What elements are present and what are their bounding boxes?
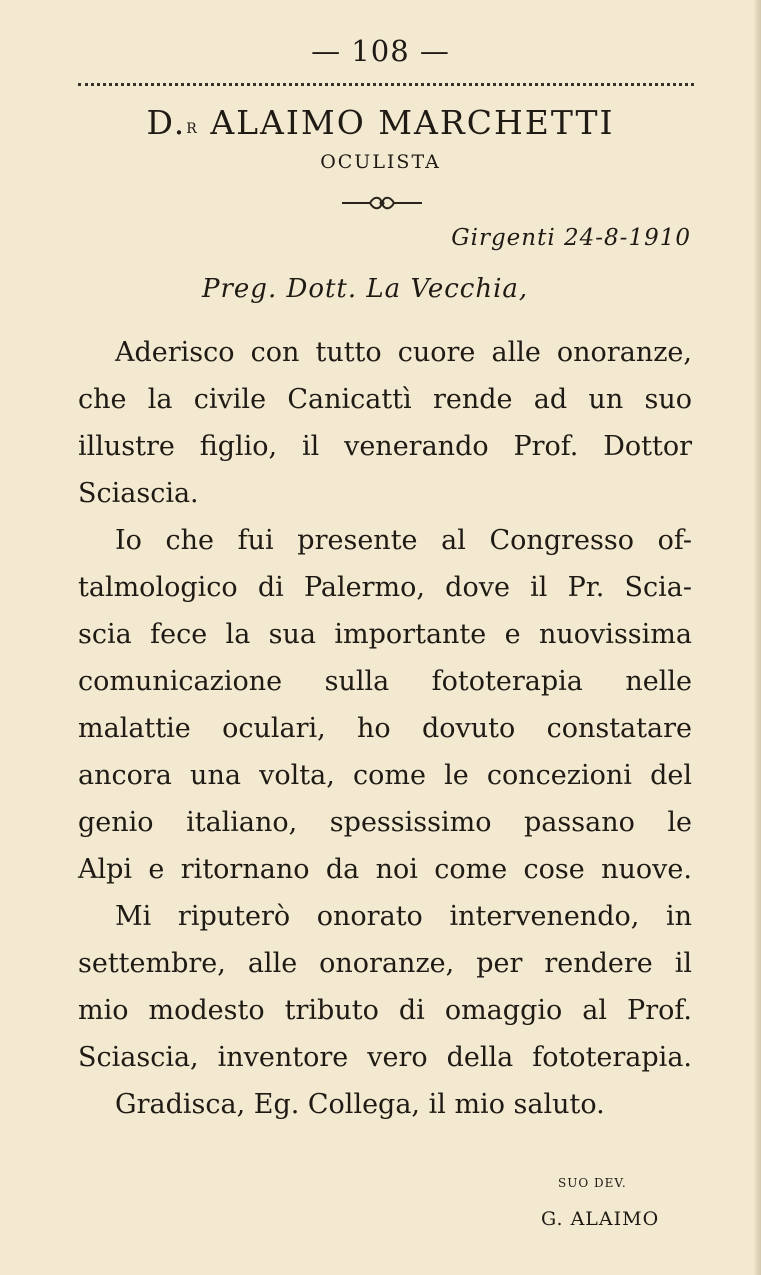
paragraph-line: Io che fui presente al Congresso of- <box>115 525 692 556</box>
paragraph-line: Alpi e ritornano da noi come cose nuove. <box>78 854 692 885</box>
paragraph-line: Gradisca, Eg. Collega, il mio saluto. <box>115 1089 605 1120</box>
paragraph-line: Mi riputerò onorato intervenendo, in <box>115 901 692 932</box>
paragraph-4 <box>78 1081 692 1128</box>
letterhead-prefix: D. <box>146 103 187 142</box>
letterhead-prefix-small: R <box>186 121 198 137</box>
paragraph-line: Sciascia, inventore vero della fototerapia. <box>78 1042 692 1073</box>
letter-date: Girgenti 24-8-1910 <box>451 225 691 251</box>
page-number: — 108 — <box>311 34 450 68</box>
dotted-divider <box>78 83 694 86</box>
paragraph-line: che la civile Canicattì rende ad un suo <box>78 384 692 415</box>
fleuron-ornament-icon <box>340 194 424 212</box>
paragraph-line: talmologico di Palermo, dove il Pr. Scia- <box>78 572 692 603</box>
paragraph-line: illustre figlio, il venerando Prof. Dottor <box>78 431 692 462</box>
letterhead-doctor-name: ALAIMO MARCHETTI <box>210 103 615 142</box>
paragraph-3 <box>78 893 692 1081</box>
letterhead-name <box>0 103 761 142</box>
paragraph-1 <box>78 329 692 517</box>
signature: G. ALAIMO <box>541 1208 660 1230</box>
closing-formula: SUO DEV. <box>558 1176 627 1190</box>
paragraph-line: comunicazione sulla fototerapia nelle <box>78 666 692 697</box>
paragraph-2 <box>78 517 692 893</box>
paragraph-line: Sciascia. <box>78 478 199 509</box>
paragraph-line: scia fece la sua importante e nuovissima <box>78 619 692 650</box>
paragraph-line: malattie oculari, ho dovuto constatare <box>78 713 692 744</box>
paragraph-line: mio modesto tributo di omaggio al Prof. <box>78 995 692 1026</box>
page-edge-shadow <box>753 0 761 1275</box>
paragraph-line: genio italiano, spessissimo passano le <box>78 807 692 838</box>
paragraph-line: settembre, alle onoranze, per rendere il <box>78 948 692 979</box>
paragraph-line: Aderisco con tutto cuore alle onoranze, <box>115 337 692 368</box>
letterhead-title: OCULISTA <box>320 151 441 173</box>
paragraph-line: ancora una volta, come le concezioni del <box>78 760 692 791</box>
letter-salutation: Preg. Dott. La Vecchia, <box>202 274 529 304</box>
